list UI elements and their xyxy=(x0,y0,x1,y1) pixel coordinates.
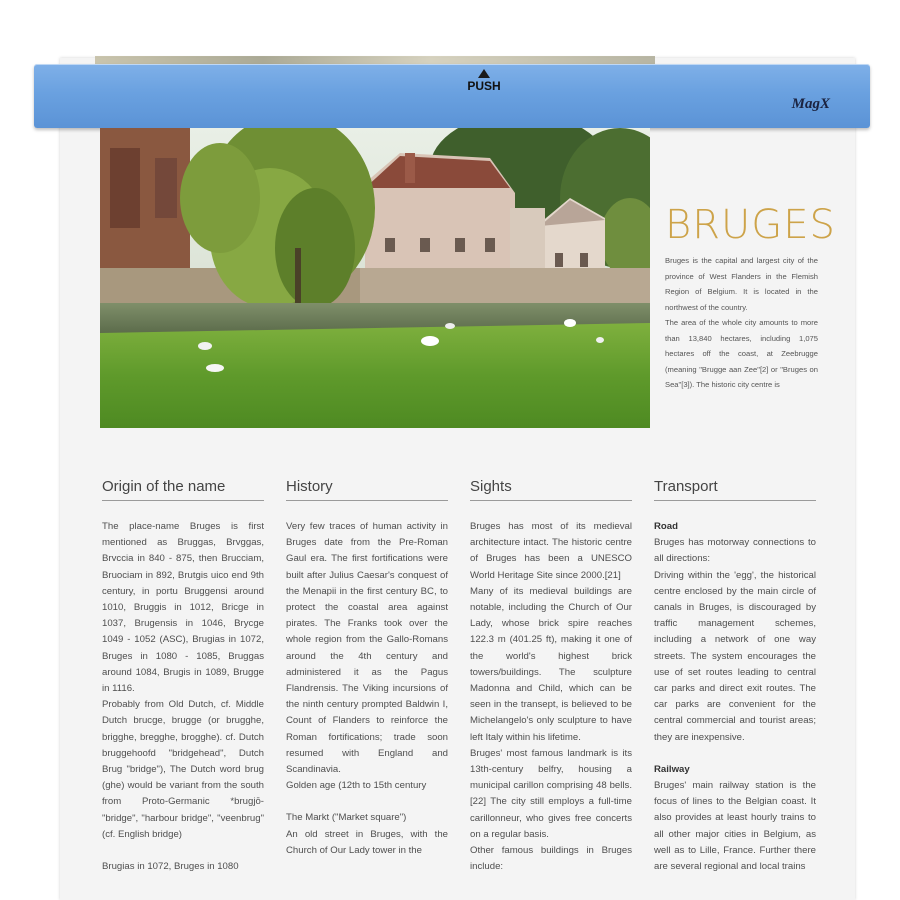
magx-push-rail[interactable] xyxy=(34,64,870,128)
sights-paragraph-3: Bruges' most famous landmark is its 13th-century belfry, housing a municipal carillon comprising 48 bells.[22] The city still employs a full-time carillonneur, who gives free concerts on a regular basis. xyxy=(470,747,632,840)
column-transport xyxy=(654,478,816,875)
column-sights xyxy=(470,478,632,875)
road-paragraph-2: Driving within the 'egg', the historical centre enclosed by the main circle of canals in Bruges, is discouraged by traffic management schemes, including a network of one way streets. The system encourages the use of set routes leading to central car parks and direct exit routes. The car parks are convenient for the central commercial and tourist areas; they are inexpensive. xyxy=(654,569,816,743)
origin-paragraph-3: Brugias in 1072, Bruges in 1080 xyxy=(102,861,239,873)
history-paragraph-3: The Markt ("Market square") xyxy=(286,812,407,824)
section-title-history: History xyxy=(286,478,448,501)
sights-paragraph-1: Bruges has most of its medieval architecture intact. The historic centre of Bruges has been a UNESCO World Heritage Site since 2000.[21] xyxy=(470,521,632,581)
brand-logo: MagX xyxy=(791,96,830,112)
section-title-sights: Sights xyxy=(470,478,632,501)
history-paragraph-4: An old street in Bruges, with the Church of Our Lady tower in the xyxy=(286,828,448,856)
column-history xyxy=(286,478,448,859)
subheading-road: Road xyxy=(654,521,678,532)
origin-paragraph-1: The place-name Bruges is first mentioned as Bruggas, Brvggas, Brvccia in 840 - 875, then Brucciam, Bruociam in 892, Brutgis uico end 9th century, in portu Bruggensi around 1010, Bruggis in 1012, Bricge in 1037, Brugensis in 1046, Brycge 1049 - 1052 (ASC), Brugias in 1072, Bruges in 1080 - 1085, Bruggas around 1084, Brugis in 1089, Brugge in 1116. xyxy=(102,521,264,695)
subheading-railway: Railway xyxy=(654,763,690,775)
origin-paragraph-2: Probably from Old Dutch, cf. Middle Dutch brucge, brugge (or brugghe, brigghe, bregghe, brogghe). cf. Dutch bruggehoofd "bridgehead", Dutch Brug "bridge"), The Dutch word brug (ghe) would be variant from the south from Proto-Germanic *brugjō- "bridge", "harbour bridge", "veenbrug" (cf. English bridge) xyxy=(102,699,264,840)
intro-paragraph-2: The area of the whole city amounts to more than 13,840 hectares, including 1,075 hectares off the coast, at Zeebrugge (meaning "Brugge aan Zee"[2] or "Bruges on Sea"[3]). The historic city centre is xyxy=(665,318,818,389)
column-origin xyxy=(102,478,264,875)
sights-paragraph-4: Other famous buildings in Bruges include: xyxy=(470,845,632,873)
section-title-origin: Origin of the name xyxy=(102,478,264,501)
bruges-photo xyxy=(100,128,650,428)
intro-text xyxy=(665,253,818,393)
page-title: BRUGES xyxy=(665,202,836,248)
section-title-transport: Transport xyxy=(654,478,816,501)
sights-paragraph-2: Many of its medieval buildings are notable, including the Church of Our Lady, whose brick spire reaches 122.3 m (401.25 ft), making it one of the world's highest brick towers/buildings. The sculpture Madonna and Child, which can be seen in the transept, is believed to be Michelangelo's only sculpture to have left Italy within his lifetime. xyxy=(470,585,632,743)
push-label: PUSH xyxy=(467,79,501,93)
intro-paragraph-1: Bruges is the capital and largest city of the province of West Flanders in the Flemish Region of Belgium. It is located in the northwest of the country. xyxy=(665,256,818,312)
history-paragraph-2: Golden age (12th to 15th century xyxy=(286,780,427,792)
road-paragraph-1: Bruges has motorway connections to all directions: xyxy=(654,537,816,565)
push-arrow-icon xyxy=(478,69,490,78)
railway-paragraph-1: Bruges' main railway station is the focus of lines to the Belgian coast. It also provides at least hourly trains to all other major cities in Belgium, as well as to Lille, France. Further there are several regional and local trains xyxy=(654,780,816,873)
history-paragraph-1: Very few traces of human activity in Bruges date from the Pre-Roman Gaul era. The first fortifications were built after Julius Caesar's conquest of the Menapii in the first century BC, to protect the coastal area against pirates. The Franks took over the whole region from the Gallo-Romans around the 4th century and administered it as the Pagus Flandrensis. The Viking incursions of the ninth century prompted Baldwin I, Count of Flanders to reinforce the Roman fortifications; trade soon resumed with England and Scandinavia. xyxy=(286,521,448,776)
